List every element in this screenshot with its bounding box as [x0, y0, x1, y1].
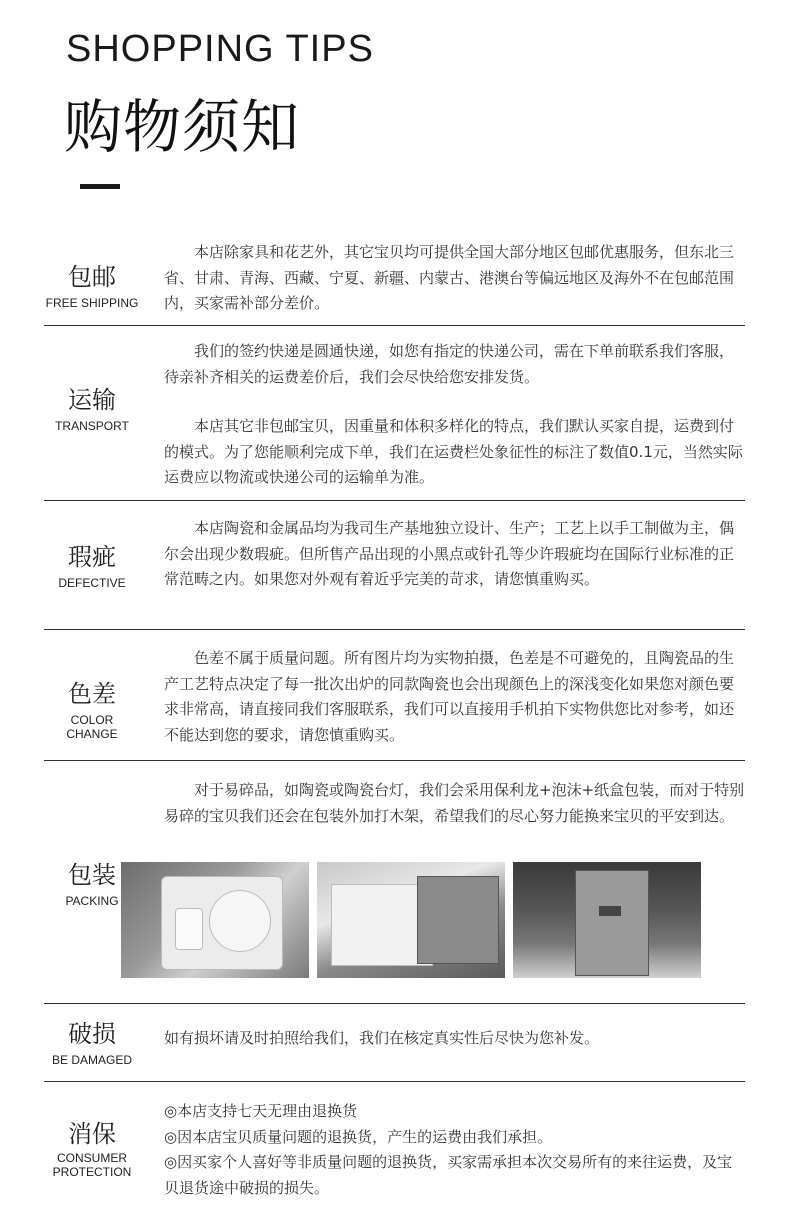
- label-cn: 瑕疵: [68, 543, 116, 571]
- section-text: [164, 339, 746, 491]
- section-text: [164, 1026, 746, 1052]
- section-free-shipping: [44, 238, 745, 326]
- paragraph: 色差不属于质量问题。所有图片均为实物拍摄，色差是不可避免的，且陶瓷品的生产工艺特点决定了每一批次出炉的同款陶瓷也会出现颜色上的深浅变化如果您对颜色要求非常高，请直接同我们客服联系，我们可以直接用手机拍下实物供您比对参考，如还不能达到您的要求，请您慎重购买。: [164, 649, 735, 744]
- label-cn: 包装: [68, 861, 116, 889]
- packing-photo-carton: [513, 862, 701, 978]
- paragraph: 我们的签约快递是圆通快递，如您有指定的快递公司，需在下单前联系我们客服，待亲补齐相关的运费差价后，我们会尽快给您安排发货。: [164, 342, 735, 386]
- label-cn: 色差: [68, 680, 116, 708]
- section-damaged: [44, 1003, 745, 1082]
- section-label: [44, 262, 140, 310]
- section-color-change: [44, 629, 745, 761]
- label-en: PACKING: [65, 894, 119, 908]
- paragraph: 如有损坏请及时拍照给我们，我们在核定真实性后尽快为您补发。: [164, 1029, 600, 1047]
- packing-photo-foam: [121, 862, 309, 978]
- section-text: [164, 778, 746, 829]
- label-en: BE DAMAGED: [51, 1053, 132, 1067]
- list-item: ◎本店支持七天无理由退换货: [164, 1102, 358, 1120]
- label-en: TRANSPORT: [55, 419, 129, 433]
- packing-photos: [121, 862, 701, 978]
- page-title-cn: 购物须知: [64, 93, 301, 161]
- section-label: [44, 542, 140, 590]
- label-cn: 运输: [68, 386, 116, 414]
- label-cn: 消保: [68, 1120, 116, 1148]
- section-label: [44, 385, 140, 433]
- list-item: ◎因买家个人喜好等非质量问题的退换货，买家需承担本次交易所有的来往运费，及宝贝退货途中破损的损失。: [164, 1153, 733, 1197]
- paragraph: 本店陶瓷和金属品均为我司生产基地独立设计、生产；工艺上以手工制做为主，偶尔会出现少数瑕疵。但所售产品出现的小黑点或针孔等少许瑕疵均在国际行业标准的正常范畴之内。如果您对外观有着近乎完美的苛求，请您慎重购买。: [164, 519, 735, 588]
- label-en-line2: PROTECTION: [52, 1165, 132, 1179]
- label-cn: 破损: [68, 1020, 116, 1048]
- page-title-en: SHOPPING TIPS: [66, 28, 374, 70]
- section-text: [164, 1099, 746, 1201]
- paragraph: 本店除家具和花艺外，其它宝贝均可提供全国大部分地区包邮优惠服务，但东北三省、甘肃、青海、西藏、宁夏、新疆、内蒙古、港澳台等偏远地区及海外不在包邮范围内，买家需补部分差价。: [164, 243, 735, 312]
- label-cn: 包邮: [68, 263, 116, 291]
- label-en: DEFECTIVE: [58, 576, 126, 590]
- label-en: FREE SHIPPING: [45, 296, 139, 310]
- section-text: [164, 240, 746, 317]
- section-text: [164, 646, 746, 748]
- title-divider: [80, 184, 120, 189]
- label-en-line1: CONSUMER: [56, 1151, 127, 1165]
- paragraph: 本店其它非包邮宝贝，因重量和体积多样化的特点，我们默认买家自提，运费到付的模式。为了您能顺利完成下单，我们在运费栏处象征性的标注了数值0.1元，当然实际运费应以物流或快递公司的运输单为准。: [164, 417, 743, 486]
- label-en: COLOR CHANGE: [66, 713, 118, 741]
- section-transport: [44, 325, 745, 501]
- list-item: ◎因本店宝贝质量问题的退换货，产生的运费由我们承担。: [164, 1127, 553, 1146]
- section-label: [44, 679, 140, 741]
- packing-photo-box: [317, 862, 505, 978]
- section-text: [164, 516, 746, 593]
- section-label: [44, 1119, 140, 1179]
- section-label: [44, 1019, 140, 1067]
- section-consumer-protection: [44, 1081, 745, 1211]
- section-defective: [44, 500, 745, 630]
- paragraph: 对于易碎品，如陶瓷或陶瓷台灯，我们会采用保利龙+泡沫+纸盒包装，而对于特别易碎的宝贝我们还会在包装外加打木架，希望我们的尽心努力能换来宝贝的平安到达。: [164, 781, 745, 825]
